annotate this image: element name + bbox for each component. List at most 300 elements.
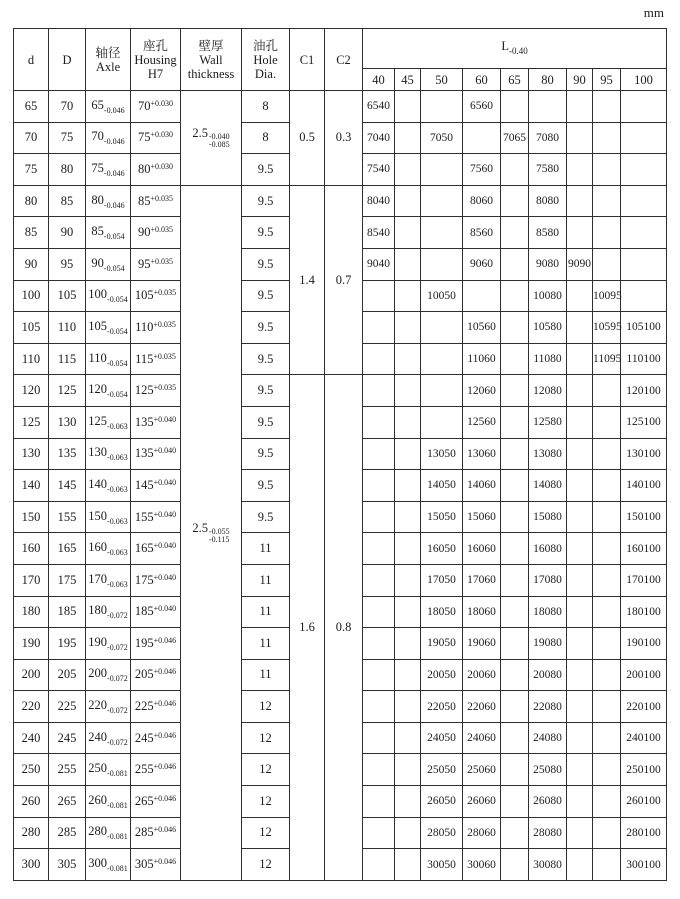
cell-c2: 0.7 bbox=[325, 185, 363, 375]
axle-base: 75 bbox=[91, 160, 104, 175]
axle-tolerance: -0.081 bbox=[107, 832, 128, 842]
cell-D: 195 bbox=[49, 628, 86, 660]
cell-L-100: 170100 bbox=[621, 564, 667, 596]
cell-L-95 bbox=[593, 786, 621, 818]
cell-oil-hole: 9.5 bbox=[242, 154, 290, 186]
axle-base: 80 bbox=[91, 192, 104, 207]
cell-L-100 bbox=[621, 217, 667, 249]
cell-axle bbox=[86, 438, 131, 470]
col-header-wall-en2: thickness bbox=[187, 66, 235, 81]
table-row bbox=[14, 375, 667, 407]
axle-base: 180 bbox=[88, 603, 108, 618]
cell-L-100: 180100 bbox=[621, 596, 667, 628]
cell-L-90 bbox=[567, 691, 593, 723]
cell-L-45 bbox=[395, 343, 421, 375]
cell-d: 80 bbox=[14, 185, 49, 217]
cell-L-50: 13050 bbox=[421, 438, 463, 470]
housing-tolerance: +0.030 bbox=[150, 161, 173, 171]
housing-base: 195 bbox=[134, 635, 154, 650]
cell-L-100 bbox=[621, 280, 667, 312]
table-row bbox=[14, 185, 667, 217]
cell-oil-hole: 11 bbox=[242, 659, 290, 691]
col-header-L-80: 80 bbox=[529, 69, 567, 91]
cell-L-60: 18060 bbox=[463, 596, 501, 628]
cell-L-90 bbox=[567, 154, 593, 186]
cell-L-40 bbox=[363, 659, 395, 691]
cell-L-60: 12560 bbox=[463, 406, 501, 438]
col-header-c1: C1 bbox=[290, 29, 325, 91]
housing-base: 255 bbox=[134, 762, 154, 777]
housing-tolerance: +0.040 bbox=[153, 414, 177, 424]
cell-D: 225 bbox=[49, 691, 86, 723]
axle-tolerance: -0.072 bbox=[107, 737, 128, 747]
cell-L-60 bbox=[463, 280, 501, 312]
cell-d: 130 bbox=[14, 438, 49, 470]
col-header-wall-en1: Wall bbox=[199, 52, 223, 67]
col-header-wall-cn: 壁厚 bbox=[198, 38, 224, 53]
cell-L-90 bbox=[567, 596, 593, 628]
cell-D: 305 bbox=[49, 849, 86, 881]
cell-L-50: 14050 bbox=[421, 470, 463, 502]
cell-L-40 bbox=[363, 628, 395, 660]
axle-tolerance: -0.063 bbox=[107, 516, 128, 526]
housing-tolerance: +0.040 bbox=[153, 446, 177, 456]
cell-L-95 bbox=[593, 501, 621, 533]
cell-L-45 bbox=[395, 786, 421, 818]
cell-L-80: 28080 bbox=[529, 817, 567, 849]
housing-tolerance: +0.046 bbox=[153, 667, 177, 677]
cell-d: 65 bbox=[14, 91, 49, 123]
housing-base: 125 bbox=[134, 383, 154, 398]
cell-oil-hole: 9.5 bbox=[242, 248, 290, 280]
cell-L-60: 14060 bbox=[463, 470, 501, 502]
cell-L-60: 13060 bbox=[463, 438, 501, 470]
cell-L-50: 28050 bbox=[421, 817, 463, 849]
cell-c2: 0.3 bbox=[325, 91, 363, 186]
cell-L-40 bbox=[363, 406, 395, 438]
cell-axle bbox=[86, 659, 131, 691]
cell-L-45 bbox=[395, 406, 421, 438]
cell-L-90 bbox=[567, 722, 593, 754]
cell-housing bbox=[131, 438, 181, 470]
axle-base: 250 bbox=[88, 761, 108, 776]
cell-L-95 bbox=[593, 691, 621, 723]
col-header-L-45: 45 bbox=[395, 69, 421, 91]
cell-L-100 bbox=[621, 185, 667, 217]
cell-L-40 bbox=[363, 596, 395, 628]
axle-tolerance: -0.046 bbox=[103, 137, 125, 147]
cell-L-80: 12580 bbox=[529, 406, 567, 438]
cell-D: 110 bbox=[49, 312, 86, 344]
cell-L-100: 140100 bbox=[621, 470, 667, 502]
cell-L-45 bbox=[395, 217, 421, 249]
axle-base: 105 bbox=[88, 318, 108, 333]
cell-oil-hole: 11 bbox=[242, 596, 290, 628]
cell-L-65: 7065 bbox=[501, 122, 529, 154]
col-header-wall bbox=[181, 29, 242, 91]
cell-L-60: 6560 bbox=[463, 91, 501, 123]
cell-L-90 bbox=[567, 501, 593, 533]
cell-oil-hole: 9.5 bbox=[242, 501, 290, 533]
cell-L-40 bbox=[363, 438, 395, 470]
cell-d: 125 bbox=[14, 406, 49, 438]
cell-L-45 bbox=[395, 533, 421, 565]
cell-L-100: 110100 bbox=[621, 343, 667, 375]
cell-d: 170 bbox=[14, 564, 49, 596]
wall-tolerance-stack bbox=[209, 133, 230, 150]
cell-housing bbox=[131, 817, 181, 849]
cell-D: 75 bbox=[49, 122, 86, 154]
cell-L-65 bbox=[501, 754, 529, 786]
cell-housing bbox=[131, 470, 181, 502]
col-header-L-40: 40 bbox=[363, 69, 395, 91]
cell-L-40 bbox=[363, 754, 395, 786]
axle-base: 260 bbox=[88, 792, 108, 807]
cell-L-95 bbox=[593, 185, 621, 217]
cell-L-80: 22080 bbox=[529, 691, 567, 723]
cell-L-45 bbox=[395, 849, 421, 881]
cell-housing bbox=[131, 185, 181, 217]
cell-L-45 bbox=[395, 91, 421, 123]
cell-D: 205 bbox=[49, 659, 86, 691]
cell-D: 175 bbox=[49, 564, 86, 596]
cell-housing bbox=[131, 722, 181, 754]
col-header-housing bbox=[131, 29, 181, 91]
axle-tolerance: -0.054 bbox=[107, 326, 128, 336]
cell-L-90 bbox=[567, 628, 593, 660]
col-header-housing-cn: 座孔 bbox=[142, 38, 168, 53]
col-header-L-100: 100 bbox=[621, 69, 667, 91]
cell-D: 255 bbox=[49, 754, 86, 786]
axle-tolerance: -0.054 bbox=[103, 263, 125, 273]
cell-c1: 1.4 bbox=[290, 185, 325, 375]
cell-oil-hole: 9.5 bbox=[242, 343, 290, 375]
cell-L-40: 8540 bbox=[363, 217, 395, 249]
cell-L-45 bbox=[395, 628, 421, 660]
housing-tolerance: +0.040 bbox=[153, 477, 177, 487]
housing-base: 165 bbox=[134, 541, 154, 556]
cell-d: 250 bbox=[14, 754, 49, 786]
cell-housing bbox=[131, 280, 181, 312]
cell-L-100: 190100 bbox=[621, 628, 667, 660]
axle-tolerance: -0.072 bbox=[107, 642, 128, 652]
cell-oil-hole: 12 bbox=[242, 691, 290, 723]
cell-L-95 bbox=[593, 470, 621, 502]
axle-tolerance: -0.046 bbox=[103, 200, 125, 210]
cell-D: 145 bbox=[49, 470, 86, 502]
cell-L-40: 9040 bbox=[363, 248, 395, 280]
housing-base: 245 bbox=[134, 730, 154, 745]
cell-L-60: 11060 bbox=[463, 343, 501, 375]
cell-L-80: 14080 bbox=[529, 470, 567, 502]
axle-tolerance: -0.063 bbox=[107, 548, 128, 558]
cell-D: 135 bbox=[49, 438, 86, 470]
cell-L-100: 125100 bbox=[621, 406, 667, 438]
cell-oil-hole: 11 bbox=[242, 628, 290, 660]
cell-L-95 bbox=[593, 438, 621, 470]
cell-L-65 bbox=[501, 786, 529, 818]
cell-axle bbox=[86, 248, 131, 280]
cell-L-50 bbox=[421, 375, 463, 407]
cell-oil-hole: 12 bbox=[242, 754, 290, 786]
cell-L-95 bbox=[593, 564, 621, 596]
cell-axle bbox=[86, 91, 131, 123]
housing-tolerance: +0.046 bbox=[153, 730, 177, 740]
cell-oil-hole: 9.5 bbox=[242, 280, 290, 312]
cell-housing bbox=[131, 312, 181, 344]
cell-wall-thickness bbox=[181, 185, 242, 880]
housing-tolerance: +0.046 bbox=[153, 825, 177, 835]
axle-base: 125 bbox=[88, 413, 108, 428]
cell-L-80: 12080 bbox=[529, 375, 567, 407]
housing-tolerance: +0.035 bbox=[153, 383, 177, 393]
cell-housing bbox=[131, 406, 181, 438]
housing-tolerance: +0.035 bbox=[153, 319, 176, 329]
axle-base: 240 bbox=[88, 729, 108, 744]
cell-housing bbox=[131, 786, 181, 818]
axle-tolerance: -0.081 bbox=[107, 769, 128, 779]
wall-tolerance-lower: -0.085 bbox=[208, 140, 230, 150]
wall-tolerance-upper: -0.040 bbox=[208, 131, 230, 141]
axle-base: 120 bbox=[88, 382, 108, 397]
cell-oil-hole: 9.5 bbox=[242, 312, 290, 344]
cell-L-90 bbox=[567, 754, 593, 786]
cell-housing bbox=[131, 343, 181, 375]
cell-housing bbox=[131, 596, 181, 628]
col-header-housing-fit: H7 bbox=[147, 66, 164, 81]
wall-tolerance-upper: -0.055 bbox=[208, 526, 230, 536]
axle-base: 190 bbox=[88, 634, 108, 649]
cell-oil-hole: 9.5 bbox=[242, 406, 290, 438]
cell-L-65 bbox=[501, 375, 529, 407]
cell-L-50: 22050 bbox=[421, 691, 463, 723]
cell-d: 280 bbox=[14, 817, 49, 849]
housing-tolerance: +0.046 bbox=[153, 762, 177, 772]
cell-L-65 bbox=[501, 722, 529, 754]
cell-L-80: 13080 bbox=[529, 438, 567, 470]
cell-L-45 bbox=[395, 375, 421, 407]
cell-L-40 bbox=[363, 280, 395, 312]
cell-L-60: 8560 bbox=[463, 217, 501, 249]
cell-d: 120 bbox=[14, 375, 49, 407]
cell-axle bbox=[86, 185, 131, 217]
cell-oil-hole: 9.5 bbox=[242, 470, 290, 502]
housing-base: 285 bbox=[134, 825, 154, 840]
cell-d: 260 bbox=[14, 786, 49, 818]
cell-oil-hole: 9.5 bbox=[242, 185, 290, 217]
col-header-L-65: 65 bbox=[501, 69, 529, 91]
cell-L-60: 28060 bbox=[463, 817, 501, 849]
cell-axle bbox=[86, 470, 131, 502]
table-row bbox=[14, 91, 667, 123]
cell-L-65 bbox=[501, 343, 529, 375]
cell-L-50 bbox=[421, 91, 463, 123]
cell-L-90 bbox=[567, 91, 593, 123]
cell-L-40 bbox=[363, 533, 395, 565]
cell-L-60: 16060 bbox=[463, 533, 501, 565]
axle-base: 220 bbox=[88, 698, 108, 713]
axle-tolerance: -0.054 bbox=[103, 232, 125, 242]
housing-base: 145 bbox=[134, 477, 154, 492]
cell-L-90 bbox=[567, 185, 593, 217]
housing-base: 75 bbox=[137, 130, 151, 145]
wall-base: 2.5 bbox=[192, 125, 208, 140]
cell-housing bbox=[131, 628, 181, 660]
housing-tolerance: +0.030 bbox=[150, 98, 173, 108]
housing-tolerance: +0.035 bbox=[150, 225, 173, 235]
cell-L-45 bbox=[395, 470, 421, 502]
axle-tolerance: -0.063 bbox=[107, 421, 128, 431]
cell-L-45 bbox=[395, 691, 421, 723]
cell-L-60: 26060 bbox=[463, 786, 501, 818]
cell-L-40 bbox=[363, 691, 395, 723]
housing-base: 110 bbox=[135, 319, 154, 334]
cell-L-50 bbox=[421, 185, 463, 217]
cell-L-95 bbox=[593, 754, 621, 786]
cell-housing bbox=[131, 754, 181, 786]
cell-c1: 1.6 bbox=[290, 375, 325, 881]
cell-L-100: 260100 bbox=[621, 786, 667, 818]
housing-base: 155 bbox=[134, 509, 154, 524]
cell-axle bbox=[86, 722, 131, 754]
cell-L-40 bbox=[363, 343, 395, 375]
cell-L-95 bbox=[593, 154, 621, 186]
cell-L-40: 7040 bbox=[363, 122, 395, 154]
axle-base: 90 bbox=[91, 255, 104, 270]
cell-d: 160 bbox=[14, 533, 49, 565]
cell-L-100 bbox=[621, 154, 667, 186]
axle-base: 85 bbox=[91, 224, 104, 239]
cell-L-80: 7080 bbox=[529, 122, 567, 154]
cell-L-80: 10580 bbox=[529, 312, 567, 344]
cell-L-80: 20080 bbox=[529, 659, 567, 691]
housing-tolerance: +0.040 bbox=[153, 509, 177, 519]
cell-L-50: 15050 bbox=[421, 501, 463, 533]
cell-L-65 bbox=[501, 849, 529, 881]
cell-L-100 bbox=[621, 248, 667, 280]
cell-L-80: 25080 bbox=[529, 754, 567, 786]
cell-d: 240 bbox=[14, 722, 49, 754]
cell-L-100: 220100 bbox=[621, 691, 667, 723]
cell-L-60: 24060 bbox=[463, 722, 501, 754]
cell-L-80: 30080 bbox=[529, 849, 567, 881]
cell-L-100: 200100 bbox=[621, 659, 667, 691]
cell-d: 110 bbox=[14, 343, 49, 375]
cell-L-65 bbox=[501, 91, 529, 123]
cell-L-60: 10560 bbox=[463, 312, 501, 344]
housing-base: 85 bbox=[137, 193, 151, 208]
cell-housing bbox=[131, 375, 181, 407]
cell-L-50: 20050 bbox=[421, 659, 463, 691]
axle-base: 140 bbox=[88, 476, 108, 491]
cell-housing bbox=[131, 248, 181, 280]
axle-tolerance: -0.046 bbox=[103, 105, 125, 115]
cell-L-45 bbox=[395, 438, 421, 470]
housing-base: 175 bbox=[134, 572, 154, 587]
housing-tolerance: +0.040 bbox=[153, 572, 177, 582]
cell-d: 100 bbox=[14, 280, 49, 312]
cell-axle bbox=[86, 406, 131, 438]
cell-L-60: 9060 bbox=[463, 248, 501, 280]
cell-L-95 bbox=[593, 596, 621, 628]
cell-L-95 bbox=[593, 375, 621, 407]
housing-tolerance: +0.035 bbox=[150, 256, 173, 266]
cell-L-80: 18080 bbox=[529, 596, 567, 628]
cell-oil-hole: 12 bbox=[242, 786, 290, 818]
cell-L-100: 120100 bbox=[621, 375, 667, 407]
housing-tolerance: +0.040 bbox=[153, 604, 177, 614]
col-header-axle bbox=[86, 29, 131, 91]
cell-L-50: 7050 bbox=[421, 122, 463, 154]
cell-L-60: 12060 bbox=[463, 375, 501, 407]
dimension-table bbox=[13, 28, 667, 881]
cell-L-90: 9090 bbox=[567, 248, 593, 280]
cell-oil-hole: 9.5 bbox=[242, 438, 290, 470]
cell-L-80 bbox=[529, 91, 567, 123]
axle-base: 280 bbox=[88, 824, 108, 839]
axle-tolerance: -0.072 bbox=[107, 706, 128, 716]
L-base-label: L bbox=[501, 39, 509, 53]
cell-D: 95 bbox=[49, 248, 86, 280]
cell-axle bbox=[86, 501, 131, 533]
col-header-d: d bbox=[14, 29, 49, 91]
cell-L-90 bbox=[567, 786, 593, 818]
axle-tolerance: -0.072 bbox=[107, 674, 128, 684]
cell-L-45 bbox=[395, 659, 421, 691]
cell-L-50: 16050 bbox=[421, 533, 463, 565]
cell-housing bbox=[131, 122, 181, 154]
cell-d: 105 bbox=[14, 312, 49, 344]
cell-axle bbox=[86, 375, 131, 407]
cell-L-60: 17060 bbox=[463, 564, 501, 596]
cell-L-100: 150100 bbox=[621, 501, 667, 533]
cell-L-60: 25060 bbox=[463, 754, 501, 786]
cell-L-60: 15060 bbox=[463, 501, 501, 533]
cell-axle bbox=[86, 217, 131, 249]
axle-tolerance: -0.054 bbox=[107, 390, 128, 400]
cell-L-65 bbox=[501, 564, 529, 596]
axle-base: 65 bbox=[91, 97, 104, 112]
axle-base: 100 bbox=[88, 287, 108, 302]
housing-base: 265 bbox=[134, 793, 154, 808]
axle-tolerance: -0.081 bbox=[107, 800, 128, 810]
L-tolerance-label: -0.40 bbox=[509, 46, 528, 56]
cell-d: 140 bbox=[14, 470, 49, 502]
cell-L-65 bbox=[501, 154, 529, 186]
cell-wall-thickness bbox=[181, 91, 242, 186]
cell-L-100 bbox=[621, 91, 667, 123]
cell-D: 185 bbox=[49, 596, 86, 628]
col-header-D: D bbox=[49, 29, 86, 91]
axle-base: 110 bbox=[88, 350, 107, 365]
cell-D: 115 bbox=[49, 343, 86, 375]
cell-d: 300 bbox=[14, 849, 49, 881]
cell-L-95 bbox=[593, 406, 621, 438]
cell-L-50 bbox=[421, 217, 463, 249]
unit-label: mm bbox=[643, 5, 664, 20]
cell-L-65 bbox=[501, 817, 529, 849]
cell-L-60: 22060 bbox=[463, 691, 501, 723]
axle-tolerance: -0.054 bbox=[107, 295, 128, 305]
axle-base: 160 bbox=[88, 540, 108, 555]
cell-axle bbox=[86, 786, 131, 818]
cell-oil-hole: 11 bbox=[242, 533, 290, 565]
cell-L-65 bbox=[501, 470, 529, 502]
housing-tolerance: +0.035 bbox=[150, 193, 173, 203]
cell-L-95 bbox=[593, 122, 621, 154]
cell-L-65 bbox=[501, 533, 529, 565]
cell-L-65 bbox=[501, 185, 529, 217]
